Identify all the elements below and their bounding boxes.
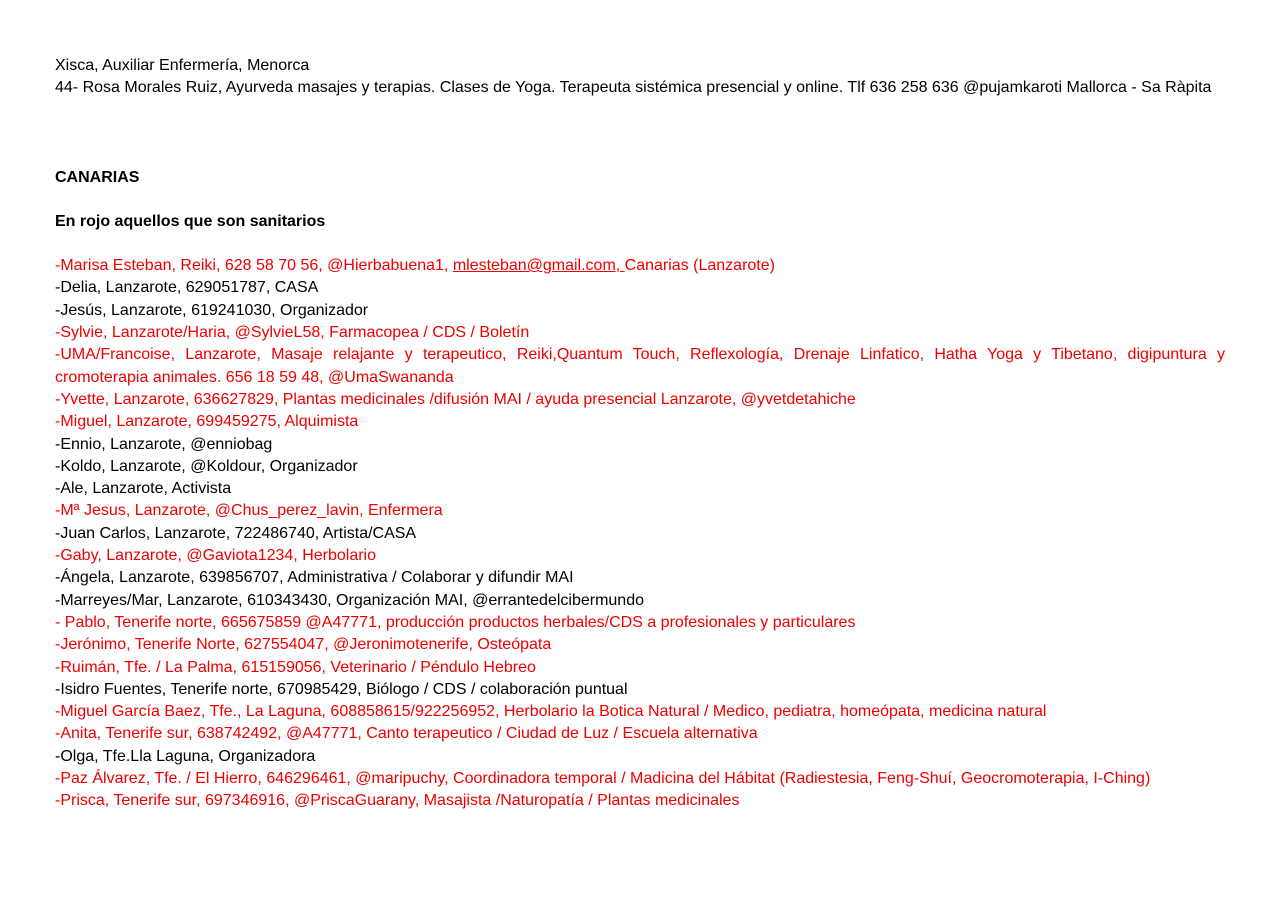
list-item: -Ale, Lanzarote, Activista (55, 480, 232, 498)
section-heading: CANARIAS (55, 168, 140, 186)
list-item: -Ruimán, Tfe. / La Palma, 615159056, Veterinario / Péndulo Hebreo (55, 658, 536, 676)
list-item: -Paz Álvarez, Tfe. / El Hierro, 646296461, @maripuchy, Coordinadora temporal / Madicina del Hábitat (Radiestesia, Feng-Shuí, Geocromoterapia, I-Ching) (55, 770, 1151, 788)
contact-list (55, 255, 1225, 812)
list-item: -Koldo, Lanzarote, @Koldour, Organizador (55, 457, 358, 475)
list-item: -Gaby, Lanzarote, @Gaviota1234, Herbolario (55, 547, 377, 565)
list-item: -Miguel, Lanzarote, 699459275, Alquimista (55, 413, 359, 431)
document-page (55, 55, 1225, 813)
list-item: -Mª Jesus, Lanzarote, @Chus_perez_lavin, Enfermera (55, 502, 443, 520)
list-item: -Olga, Tfe.Lla Laguna, Organizadora (55, 747, 316, 765)
entry-text: -Marisa Esteban, Reiki, 628 58 70 56, @Hierbabuena1, (55, 257, 453, 275)
list-item: -Isidro Fuentes, Tenerife norte, 670985429, Biólogo / CDS / colaboración puntual (55, 680, 628, 698)
section-subheading: En rojo aquellos que son sanitarios (55, 212, 326, 230)
list-item: -Ennio, Lanzarote, @enniobag (55, 435, 273, 453)
list-item: -Marreyes/Mar, Lanzarote, 610343430, Organización MAI, @errantedelcibermundo (55, 591, 644, 609)
list-item: -Miguel García Baez, Tfe., La Laguna, 608858615/922256952, Herbolario la Botica Natural / Medico, pediatra, homeópata, medicina natural (55, 703, 1047, 721)
entry-text: Canarias (Lanzarote) (624, 257, 775, 275)
list-item (55, 255, 1225, 277)
list-item: -Yvette, Lanzarote, 636627829, Plantas medicinales /difusión MAI / ayuda presencial Lanzarote, @yvetdetahiche (55, 390, 856, 408)
intro-line-xisca: Xisca, Auxiliar Enfermería, Menorca (55, 57, 310, 74)
list-item: -Jesús, Lanzarote, 619241030, Organizador (55, 301, 369, 319)
list-item: -Juan Carlos, Lanzarote, 722486740, Artista/CASA (55, 524, 417, 542)
list-item: -Jerónimo, Tenerife Norte, 627554047, @Jeronimotenerife, Osteópata (55, 636, 552, 654)
intro-line-rosa: 44- Rosa Morales Ruiz, Ayurveda masajes y terapias. Clases de Yoga. Terapeuta sistémica presencial y online. Tlf 636 258 636 @pujamkaroti Mallorca - Sa Ràpita (55, 79, 1212, 97)
list-item: -Delia, Lanzarote, 629051787, CASA (55, 279, 319, 297)
list-item: - Pablo, Tenerife norte, 665675859 @A47771, producción productos herbales/CDS a profesionales y particulares (55, 613, 856, 631)
list-item: -Sylvie, Lanzarote/Haria, @SylvieL58, Farmacopea / CDS / Boletín (55, 324, 530, 342)
list-item: -Prisca, Tenerife sur, 697346916, @PriscaGuarany, Masajista /Naturopatía / Plantas medicinales (55, 792, 740, 810)
list-item: -Anita, Tenerife sur, 638742492, @A47771, Canto terapeutico / Ciudad de Luz / Escuela alternativa (55, 725, 758, 743)
email-link[interactable]: mlesteban@gmail.com, (452, 257, 625, 275)
list-item: -UMA/Francoise, Lanzarote, Masaje relajante y terapeutico, Reiki,Quantum Touch, Reflexología, Drenaje Linfatico, Hatha Yoga y Tibetano, digipuntura y cromoterapia animales. 656 18 59 48, @UmaSwananda (55, 346, 1225, 386)
list-item: -Ángela, Lanzarote, 639856707, Administrativa / Colaborar y difundir MAI (55, 569, 574, 587)
